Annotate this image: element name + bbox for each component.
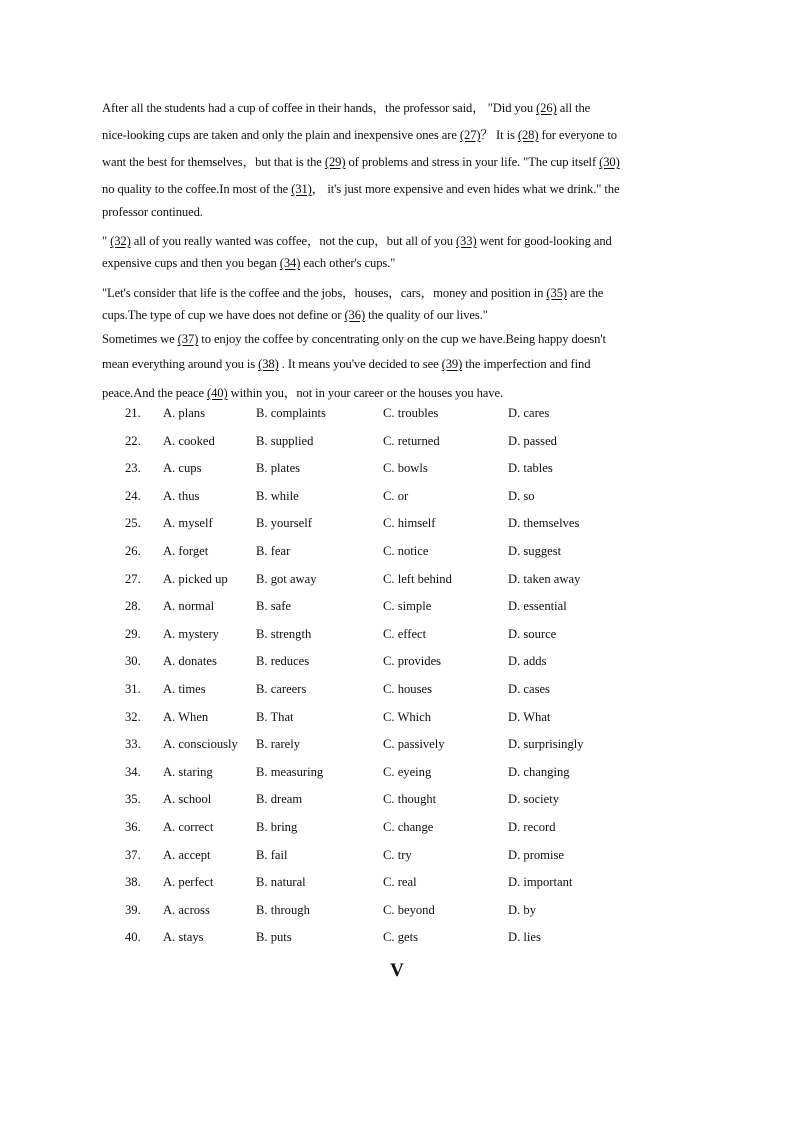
option-c: C. eyeing [383, 764, 432, 779]
passage-text: ， it's just more expensive and even hides what we drink." the [311, 182, 620, 196]
option-a: A. perfect [163, 875, 214, 890]
option-b: B. That [256, 709, 294, 724]
option-a: A. cooked [163, 433, 215, 448]
question-row [0, 765, 794, 793]
option-c: C. thought [383, 792, 437, 807]
passage-text: " [102, 234, 111, 248]
question-number: 33. [125, 737, 141, 752]
option-c: C. gets [383, 930, 418, 945]
option-d: D. promise [508, 847, 564, 862]
option-c: C. himself [383, 516, 436, 531]
option-d: D. so [508, 488, 535, 503]
option-d: D. themselves [508, 516, 580, 531]
passage-line [102, 357, 702, 372]
question-number: 24. [125, 488, 141, 503]
option-a: A. forget [163, 543, 209, 558]
blank-number: (34) [279, 256, 301, 270]
option-a: A. cups [163, 461, 202, 476]
option-b: B. plates [256, 461, 301, 476]
option-c: C. houses [383, 681, 432, 696]
passage-text: . It means you've decided to see [278, 357, 442, 371]
option-d: D. suggest [508, 543, 562, 558]
option-d: D. cases [508, 681, 550, 696]
option-b: B. dream [256, 792, 303, 807]
question-row [0, 406, 794, 434]
question-number: 32. [125, 709, 141, 724]
option-d: D. changing [508, 764, 570, 779]
option-c: C. bowls [383, 461, 428, 476]
option-a: A. picked up [163, 571, 228, 586]
option-d: D. passed [508, 433, 557, 448]
option-a: A. staring [163, 764, 213, 779]
question-number: 38. [125, 875, 141, 890]
question-row [0, 930, 794, 958]
question-row [0, 682, 794, 710]
passage-text: nice-looking cups are taken and only the plain and inexpensive ones are [102, 128, 460, 142]
passage-line [102, 178, 702, 197]
passage-text: Sometimes we [102, 332, 178, 346]
question-number: 26. [125, 543, 141, 558]
question-row [0, 737, 794, 765]
question-row [0, 461, 794, 489]
question-number: 29. [125, 626, 141, 641]
option-b: B. measuring [256, 764, 324, 779]
blank-number: (38) [258, 357, 279, 371]
option-b: B. yourself [256, 516, 312, 531]
option-d: D. essential [508, 599, 567, 614]
option-b: B. fail [256, 847, 288, 862]
option-a: A. donates [163, 654, 217, 669]
option-d: D. important [508, 875, 573, 890]
passage-text: "Let's consider that life is the coffee and the jobs，houses，cars，money and position in [102, 286, 547, 300]
question-number: 23. [125, 461, 141, 476]
passage-line [102, 230, 702, 249]
option-a: A. consciously [163, 737, 238, 752]
passage-line [102, 308, 702, 323]
option-d: D. adds [508, 654, 547, 669]
passage-text: are the [567, 286, 604, 300]
passage-text: each other's cups." [300, 256, 396, 270]
option-c: C. troubles [383, 406, 439, 420]
passage-text: to enjoy the coffee by concentrating only on the cup we have.Being happy doesn't [198, 332, 606, 346]
question-row [0, 710, 794, 738]
option-c: C. effect [383, 626, 427, 641]
question-row [0, 654, 794, 682]
passage-text: no quality to the coffee.In most of the [102, 182, 292, 196]
option-c: C. change [383, 819, 434, 834]
option-a: A. myself [163, 516, 213, 531]
option-c: C. left behind [383, 571, 452, 586]
question-number: 31. [125, 681, 141, 696]
option-d: D. source [508, 626, 557, 641]
option-a: A. When [163, 709, 209, 724]
question-row [0, 572, 794, 600]
question-number: 25. [125, 516, 141, 531]
passage-text: professor continued. [102, 205, 203, 219]
option-c: C. returned [383, 433, 440, 448]
option-c: C. passively [383, 737, 445, 752]
blank-number: (27) [459, 128, 481, 142]
option-c: C. beyond [383, 902, 435, 917]
blank-number: (31) [291, 182, 312, 196]
option-b: B. puts [256, 930, 292, 945]
passage-text: the imperfection and find [462, 357, 591, 371]
question-number: 28. [125, 599, 141, 614]
blank-number: (40) [206, 386, 228, 400]
option-b: B. natural [256, 875, 306, 890]
question-number: 27. [125, 571, 141, 586]
blank-number: (33) [455, 234, 477, 248]
option-d: D. tables [508, 461, 553, 476]
option-d: D. by [508, 902, 536, 917]
blank-number: (37) [177, 332, 199, 346]
option-b: B. while [256, 488, 299, 503]
passage-text: within you，not in your career or the houses you have. [227, 386, 504, 400]
question-row [0, 875, 794, 903]
question-number: 30. [125, 654, 141, 669]
blank-number: (32) [110, 234, 131, 248]
option-c: C. Which [383, 709, 432, 724]
passage-text: After all the students had a cup of coffee in their hands，the professor said， "Did you [102, 101, 537, 115]
option-b: B. reduces [256, 654, 310, 669]
passage-text: for everyone to [538, 128, 617, 142]
passage-line [102, 332, 702, 347]
blank-number: (30) [599, 155, 620, 169]
passage-line [102, 256, 702, 271]
option-d: D. taken away [508, 571, 581, 586]
option-b: B. strength [256, 626, 312, 641]
question-number: 34. [125, 764, 141, 779]
question-row [0, 848, 794, 876]
question-number: 21. [125, 406, 141, 420]
option-c: C. simple [383, 599, 432, 614]
passage-text: mean everything around you is [102, 357, 259, 371]
question-number: 39. [125, 902, 141, 917]
question-row [0, 903, 794, 931]
option-a: A. across [163, 902, 210, 917]
option-b: B. fear [256, 543, 291, 558]
question-row [0, 627, 794, 655]
blank-number: (29) [324, 155, 346, 169]
blank-number: (35) [546, 286, 567, 300]
page-marker: V [390, 960, 404, 981]
option-d: D. What [508, 709, 551, 724]
passage-line [102, 205, 702, 220]
question-row [0, 820, 794, 848]
option-a: A. correct [163, 819, 214, 834]
option-a: A. stays [163, 930, 204, 945]
option-d: D. society [508, 792, 560, 807]
passage-line [102, 124, 702, 143]
question-number: 36. [125, 819, 141, 834]
blank-number: (26) [536, 101, 557, 115]
question-number: 40. [125, 930, 141, 945]
option-b: B. through [256, 902, 310, 917]
option-b: B. careers [256, 681, 307, 696]
blank-number: (28) [517, 128, 539, 142]
option-d: D. surprisingly [508, 737, 584, 752]
question-row [0, 544, 794, 572]
option-a: A. plans [163, 406, 205, 420]
passage-text: went for good-looking and [476, 234, 612, 248]
option-b: B. safe [256, 599, 291, 614]
option-c: C. or [383, 488, 409, 503]
option-c: C. provides [383, 654, 442, 669]
blank-number: (36) [344, 308, 366, 322]
option-d: D. record [508, 819, 556, 834]
passage-line [102, 97, 702, 116]
passage-line [102, 382, 702, 401]
option-b: B. complaints [256, 406, 326, 420]
option-b: B. got away [256, 571, 317, 586]
option-b: B. bring [256, 819, 298, 834]
passage-text: cups.The type of cup we have does not define or [102, 308, 345, 322]
passage-text: ？ It is [480, 128, 518, 142]
question-row [0, 516, 794, 544]
option-a: A. mystery [163, 626, 219, 641]
passage-line [102, 282, 702, 301]
option-b: B. rarely [256, 737, 301, 752]
option-a: A. school [163, 792, 212, 807]
passage-text: of problems and stress in your life. "The cup itself [345, 155, 600, 169]
question-row [0, 599, 794, 627]
question-number: 37. [125, 847, 141, 862]
option-d: D. lies [508, 930, 541, 945]
question-row [0, 792, 794, 820]
option-c: C. notice [383, 543, 429, 558]
passage-line [102, 151, 702, 170]
question-row [0, 489, 794, 517]
question-row [0, 434, 794, 462]
passage-text: want the best for themselves，but that is the [102, 155, 325, 169]
passage-text: the quality of our lives." [365, 308, 488, 322]
options-list [0, 406, 794, 958]
option-b: B. supplied [256, 433, 314, 448]
option-c: C. real [383, 875, 417, 890]
option-c: C. try [383, 847, 412, 862]
option-a: A. accept [163, 847, 211, 862]
question-number: 22. [125, 433, 141, 448]
passage-text: peace.And the peace [102, 386, 207, 400]
passage-text: expensive cups and then you began [102, 256, 280, 270]
option-a: A. thus [163, 488, 200, 503]
option-a: A. normal [163, 599, 215, 614]
passage-text: all the [556, 101, 591, 115]
option-d: D. cares [508, 406, 550, 420]
passage-text: all of you really wanted was coffee，not the cup，but all of you [130, 234, 456, 248]
blank-number: (39) [441, 357, 463, 371]
option-a: A. times [163, 681, 206, 696]
question-number: 35. [125, 792, 141, 807]
